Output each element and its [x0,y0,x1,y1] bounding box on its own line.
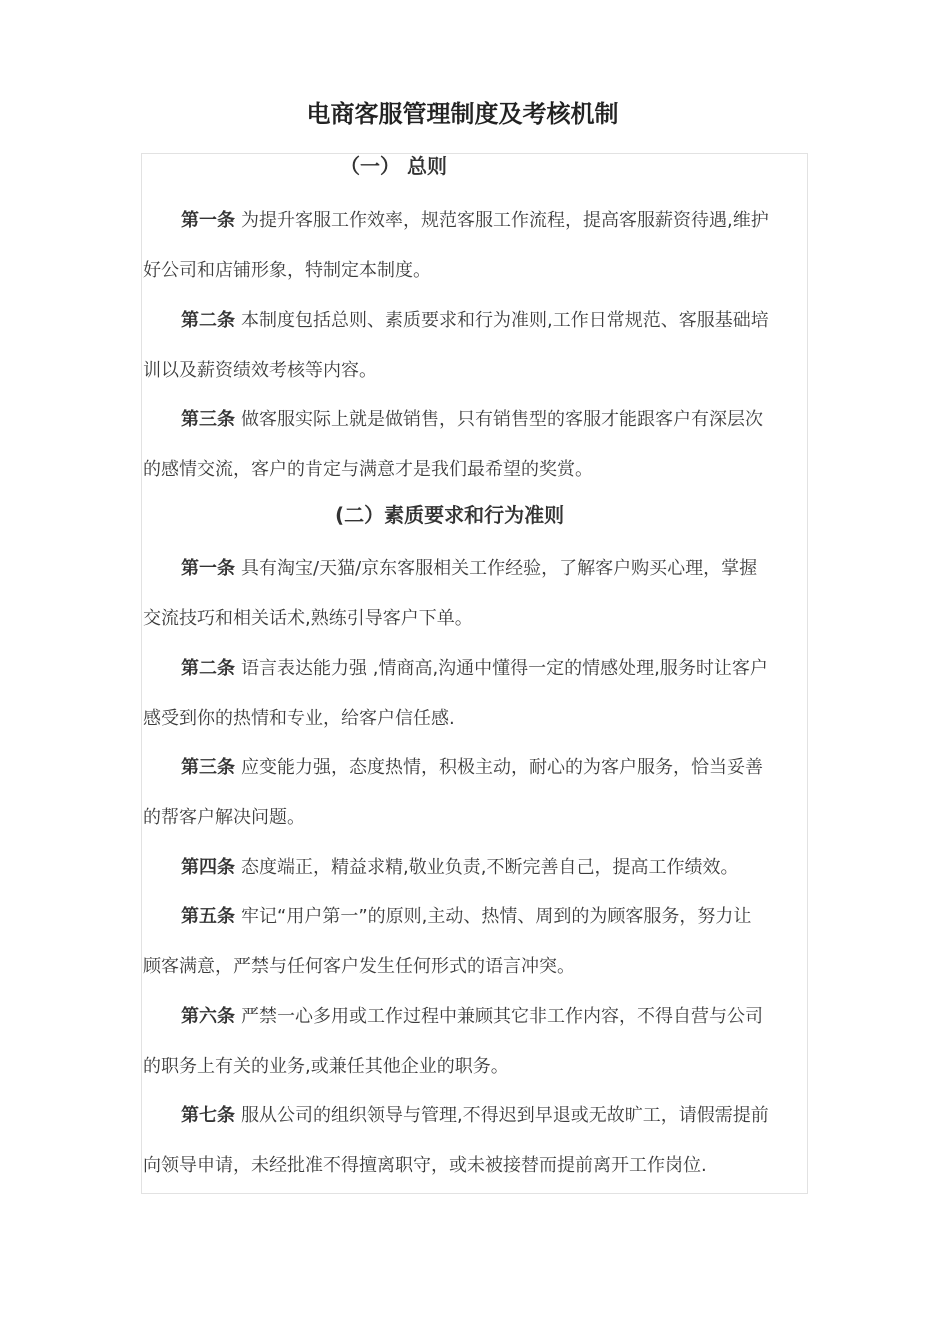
article-line [143,395,811,445]
article-line [143,843,811,893]
article-line: 的帮客户解决问题。 [143,806,305,828]
article-text: 为提升客服工作效率，规范客服工作流程，提高客服薪资待遇,维护 [241,210,769,231]
article-line [143,196,811,246]
article-line: 训以及薪资绩效考核等内容。 [143,359,377,381]
article-label: 第一条 [181,558,235,579]
article-label: 第七条 [181,1105,235,1126]
article-text: 做客服实际上就是做销售，只有销售型的客服才能跟客户有深层次 [241,409,763,430]
article-label: 第四条 [181,857,235,878]
article-line: 好公司和店铺形象，特制定本制度。 [143,259,431,281]
article-line [143,644,811,694]
article-label: 第五条 [181,906,235,927]
article-text: 严禁一心多用或工作过程中兼顾其它非工作内容，不得自营与公司 [241,1006,763,1027]
article-line: 顾客满意，严禁与任何客户发生任何形式的语言冲突。 [143,955,575,977]
article-2-3 [143,743,811,842]
article-text: 应变能力强，态度热情，积极主动，耐心的为客户服务，恰当妥善 [241,757,763,778]
article-label: 第三条 [181,409,235,430]
article-line [143,892,811,942]
article-label: 第二条 [181,658,235,679]
article-label: 第二条 [181,310,235,331]
article-line [143,743,811,793]
article-label: 第一条 [181,210,235,231]
article-label: 第三条 [181,757,235,778]
article-text: 牢记“用户第一”的原则,主动、热情、周到的为顾客服务，努力让 [241,906,752,927]
section-heading-general: （一） 总则 [340,154,447,178]
article-text: 具有淘宝/天猫/京东客服相关工作经验，了解客户购买心理，掌握 [241,558,758,579]
article-text: 服从公司的组织领导与管理,不得迟到早退或无故旷工，请假需提前 [241,1105,769,1126]
article-2-6 [143,992,811,1091]
article-line [143,296,811,346]
article-2-1 [143,544,811,643]
article-line: 交流技巧和相关话术,熟练引导客户下单。 [143,607,473,629]
article-text: 态度端正，精益求精,敬业负责,不断完善自己，提高工作绩效。 [241,857,739,878]
article-line [143,1091,811,1141]
section-heading-quality: (二）素质要求和行为准则 [335,503,565,527]
article-1-2 [143,296,811,395]
article-2-4 [143,843,811,893]
article-line [143,992,811,1042]
article-1-3 [143,395,811,494]
document-title: 电商客服管理制度及考核机制 [306,100,619,128]
article-2-5 [143,892,811,991]
article-line: 感受到你的热情和专业，给客户信任感. [143,707,455,729]
article-1-1 [143,196,811,295]
article-line: 的感情交流，客户的肯定与满意才是我们最希望的奖赏。 [143,458,593,480]
article-2-7 [143,1091,811,1190]
article-label: 第六条 [181,1006,235,1027]
article-line: 的职务上有关的业务,或兼任其他企业的职务。 [143,1055,509,1077]
article-line [143,544,811,594]
article-text: 本制度包括总则、素质要求和行为准则,工作日常规范、客服基础培 [241,310,769,331]
article-text: 语言表达能力强 ,情商高,沟通中懂得一定的情感处理,服务时让客户 [241,658,768,679]
article-2-2 [143,644,811,743]
article-line: 向领导申请，未经批准不得擅离职守，或未被接替而提前离开工作岗位. [143,1154,707,1176]
